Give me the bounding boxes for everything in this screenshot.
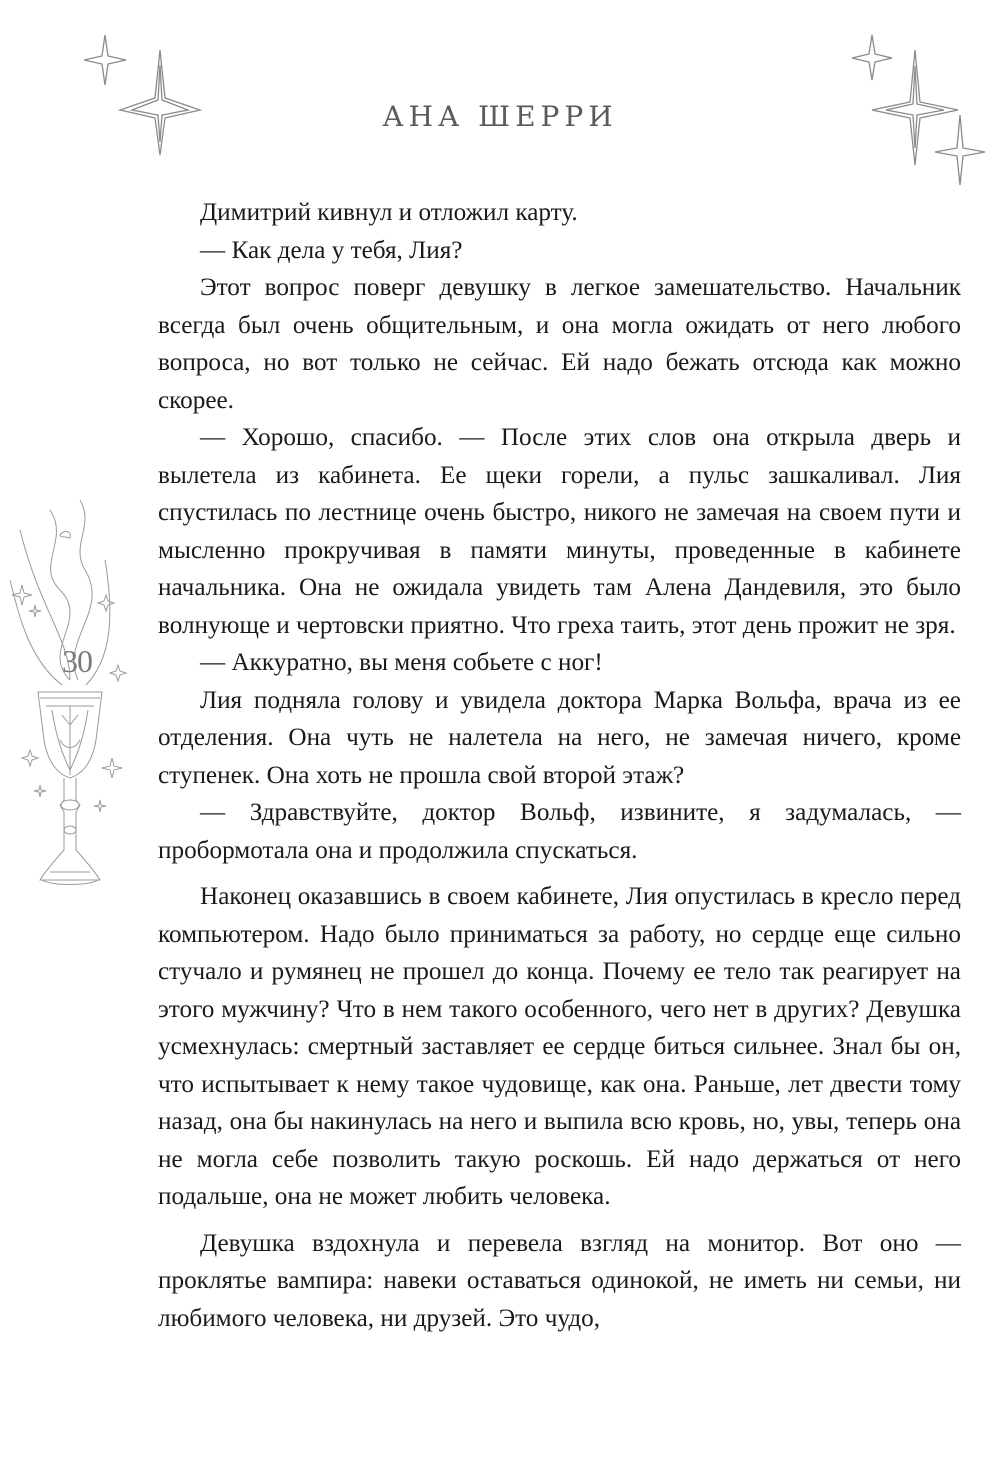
paragraph: Димитрий кивнул и отложил карту. bbox=[200, 199, 578, 226]
goblet-icon bbox=[0, 500, 135, 920]
paragraph: Наконец оказавшись в своем кабинете, Лия опустилась в кресло перед компьютером. Надо было приниматься за работу, но сердце еще сильно стучало и румянец не прошел до конца. Почему ее тело так реагирует на этого мужчину? Что в нем такого особенного, чего нет в других? Девушка усмехнулась: смертный заставляет ее сердце биться сильнее. Знал бы он, что испытывает к нему такое чудовище, как она. Раньше, лет двести тому назад, она бы накинулась на него и выпила всю кровь, но, увы, теперь она не могла себе позволить такую роскошь. Ей надо держаться от него подальше, она не может любить человека. bbox=[158, 883, 961, 1210]
paragraph: Лия подняла голову и увидела доктора Марка Вольфа, врача из ее отделения. Она чуть не налетела на него, не замечая ничего, кроме ступенек. Она хоть не прошла свой второй этаж? bbox=[158, 686, 961, 789]
paragraph: — Как дела у тебя, Лия? bbox=[200, 236, 463, 264]
paragraph: — Хорошо, спасибо. — После этих слов она открыла дверь и вылетела из кабинета. Ее щеки горели, а пульс зашкаливал. Лия спустилась по лестнице очень быстро, никого не замечая на своем пути и мысленно прокручивая в памяти минуты, проведенные в кабинете начальника. Она не ожидала увидеть там Алена Дандевиля, это было волнующе и чертовски приятно. Что греха таить, этот день прожит не зря. bbox=[158, 424, 961, 639]
running-head-author: АНА ШЕРРИ bbox=[382, 100, 618, 133]
sparkle-stars-left-icon bbox=[70, 30, 210, 160]
paragraph: Девушка вздохнула и перевела взгляд на монитор. Вот оно — проклятье вампира: навеки оставаться одинокой, не иметь ни семьи, ни любимого человека, ни друзей. Это чудо, bbox=[158, 1229, 961, 1332]
paragraph: — Аккуратно, вы меня собьете с ног! bbox=[200, 649, 603, 676]
page-number: 30 bbox=[62, 643, 92, 679]
body-text bbox=[158, 194, 961, 1337]
paragraph: Этот вопрос поверг девушку в легкое замешательство. Начальник всегда был очень общительным, и она могла ожидать от него любого вопроса, но вот только не сейчас. Ей надо бежать отсюда как можно скорее. bbox=[158, 274, 961, 414]
paragraph: — Здравствуйте, доктор Вольф, извините, я задумалась, — пробормотала она и продолжила спускаться. bbox=[158, 799, 961, 864]
